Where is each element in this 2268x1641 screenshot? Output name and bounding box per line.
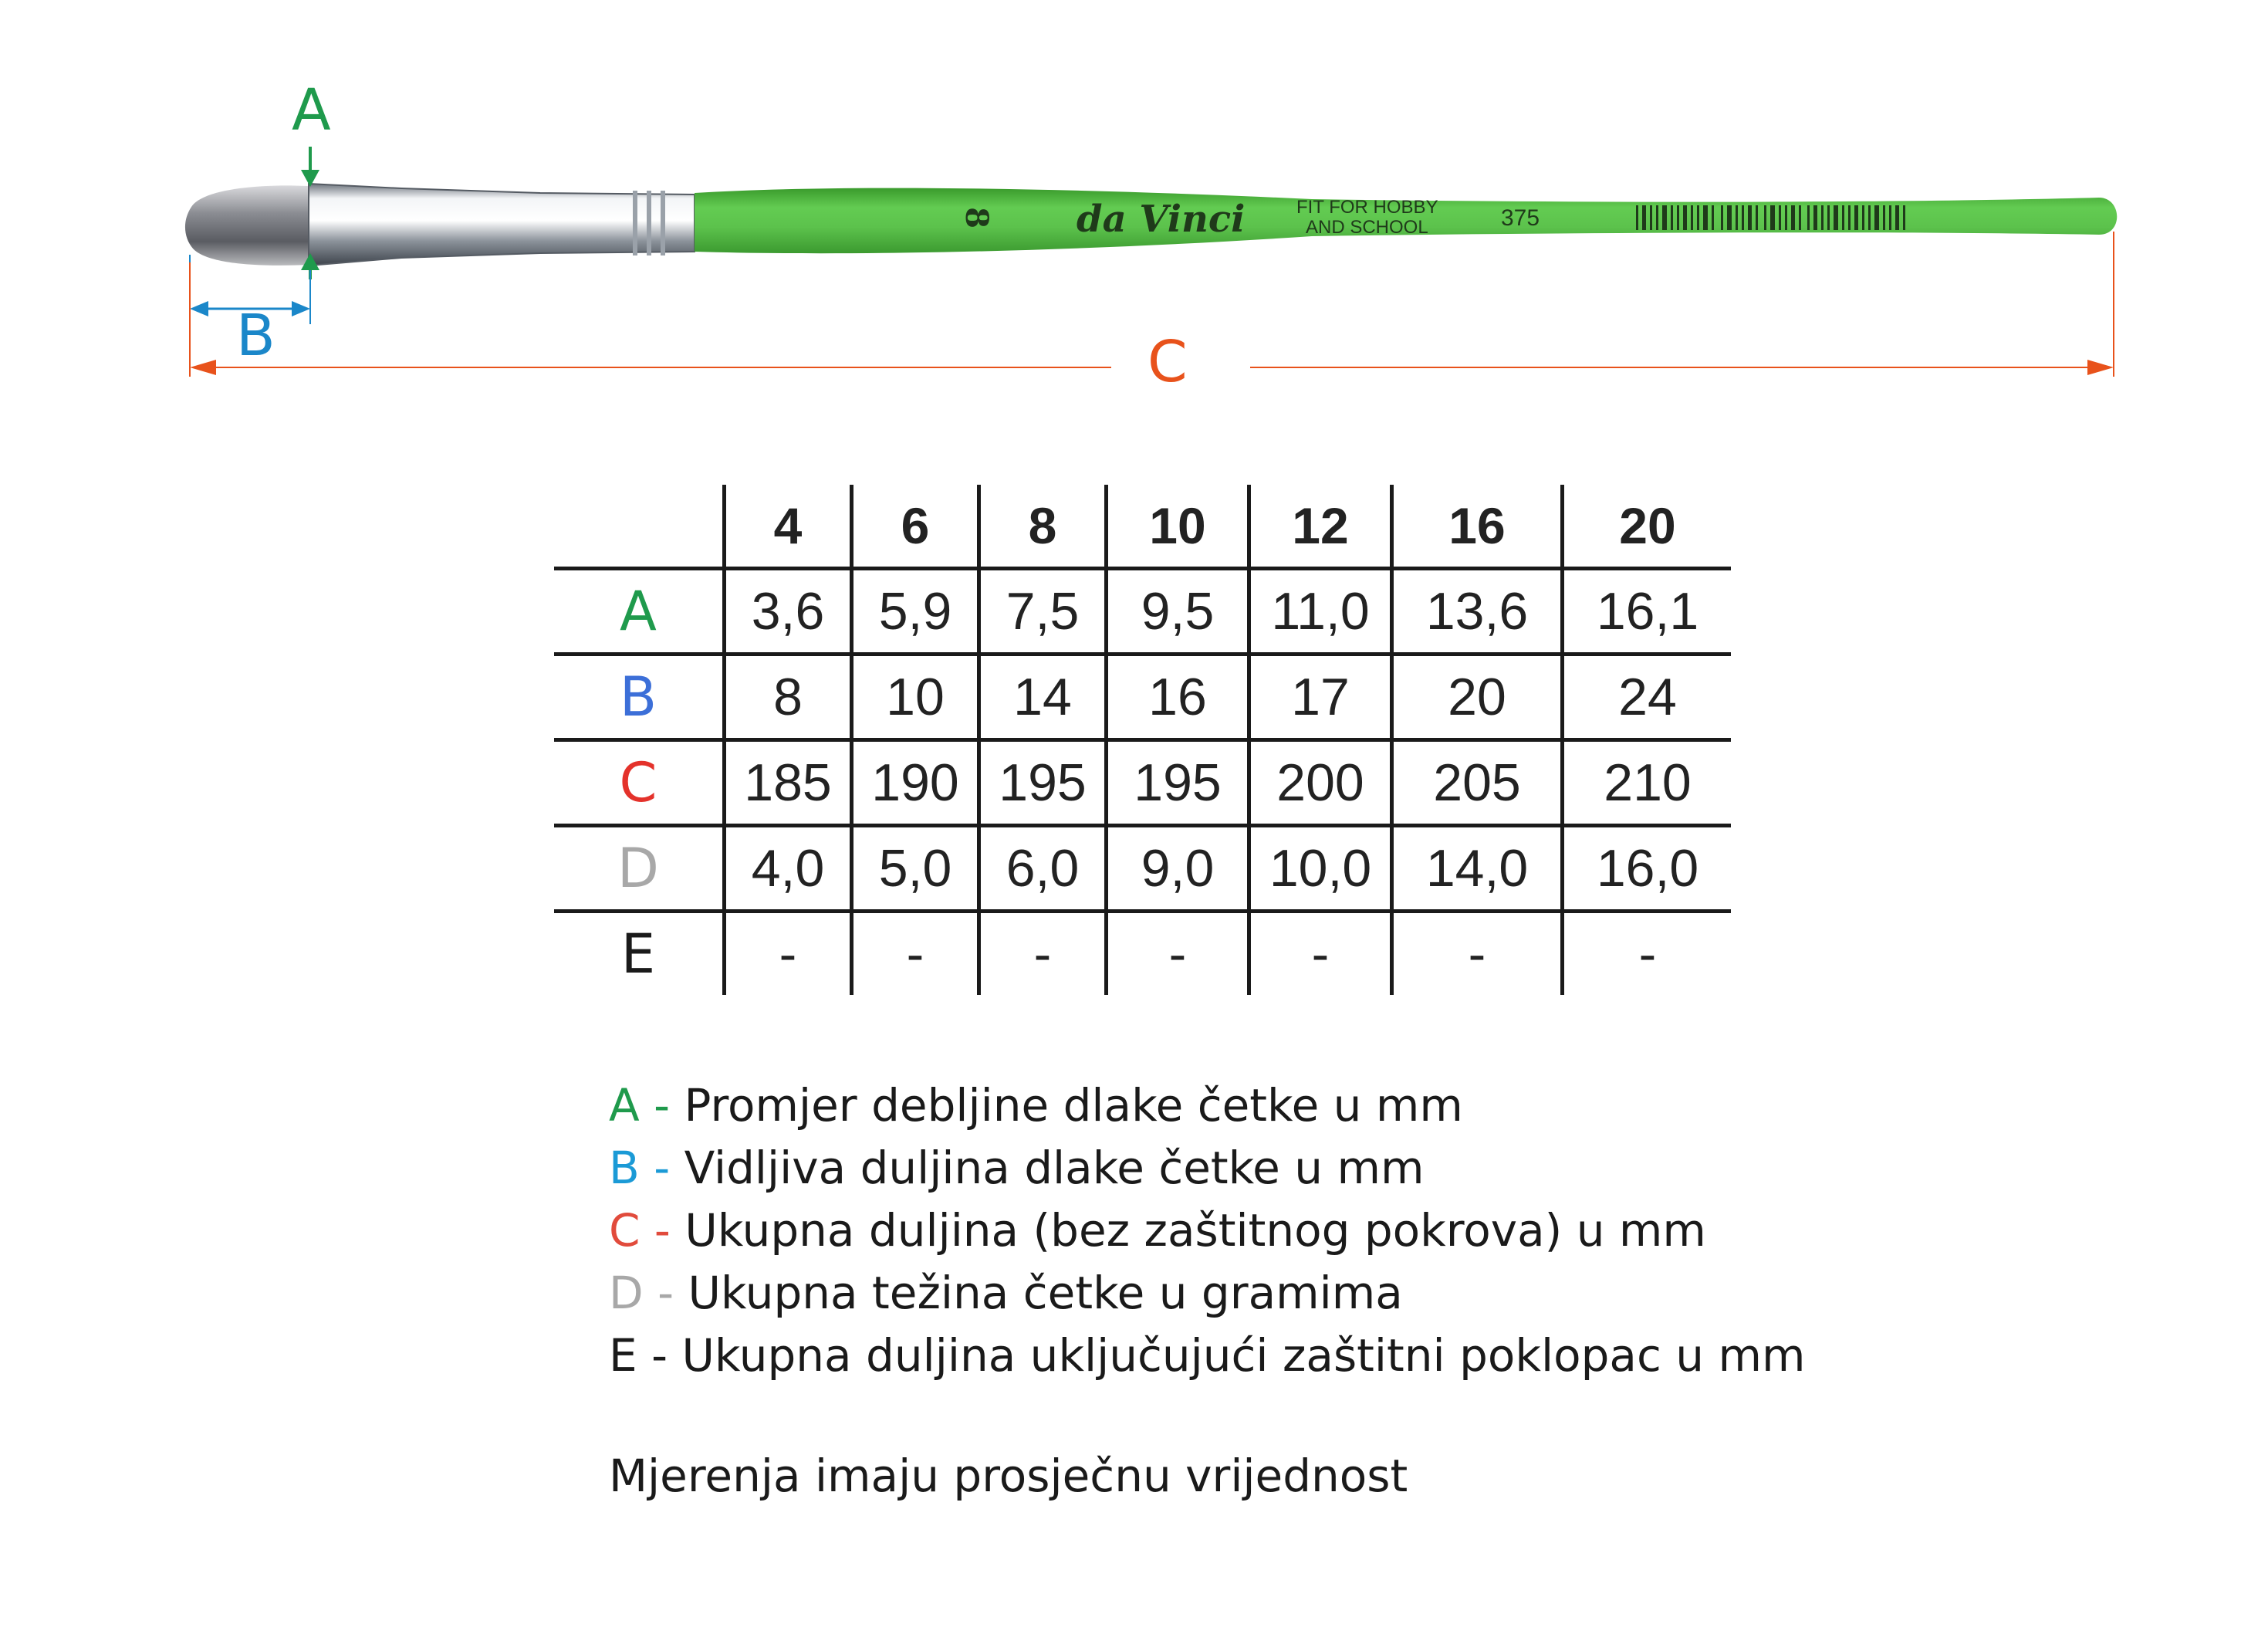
legend-text-d: Ukupna težina četke u gramima bbox=[688, 1267, 1403, 1319]
size-specification-table bbox=[554, 485, 1731, 995]
table-cell: 190 bbox=[852, 740, 979, 826]
legend-item-d bbox=[609, 1262, 1805, 1325]
size-header: 20 bbox=[1563, 485, 1732, 569]
table-cell: - bbox=[1107, 912, 1249, 996]
table-cell: 210 bbox=[1563, 740, 1732, 826]
table-cell: 14,0 bbox=[1392, 826, 1563, 912]
row-label-b: B bbox=[619, 665, 657, 729]
table-corner bbox=[554, 485, 725, 569]
crimp-ring bbox=[647, 191, 651, 255]
table-cell: 9,5 bbox=[1107, 569, 1249, 655]
size-header: 8 bbox=[979, 485, 1107, 569]
brush-tagline-1: FIT FOR HOBBY bbox=[1296, 197, 1438, 218]
table-cell: 5,9 bbox=[852, 569, 979, 655]
table-cell: - bbox=[1563, 912, 1732, 996]
table-cell: 185 bbox=[725, 740, 852, 826]
table-cell: 16,0 bbox=[1563, 826, 1732, 912]
bristles bbox=[185, 185, 309, 265]
dimension-a-label: A bbox=[292, 77, 331, 144]
legend bbox=[609, 1074, 1805, 1387]
row-label-a: A bbox=[620, 580, 657, 643]
dimension-c-label: C bbox=[1148, 329, 1188, 395]
table-cell: 17 bbox=[1249, 655, 1392, 740]
brush-diagram bbox=[0, 0, 2268, 432]
table-cell: - bbox=[1249, 912, 1392, 996]
size-header: 10 bbox=[1107, 485, 1249, 569]
table-cell: 10,0 bbox=[1249, 826, 1392, 912]
legend-key-d: D - bbox=[609, 1267, 674, 1319]
crimp-ring bbox=[661, 191, 665, 255]
legend-key-e: E - bbox=[609, 1329, 668, 1382]
table-cell: 200 bbox=[1249, 740, 1392, 826]
table-row-a bbox=[554, 569, 1731, 655]
table-cell: 24 bbox=[1563, 655, 1732, 740]
measurement-note: Mjerenja imaju prosječnu vrijednost bbox=[609, 1450, 1408, 1502]
table-cell: 3,6 bbox=[725, 569, 852, 655]
table-cell: 8 bbox=[725, 655, 852, 740]
table-cell: 16 bbox=[1107, 655, 1249, 740]
brush-series-number: 375 bbox=[1501, 205, 1540, 231]
table-cell: 195 bbox=[979, 740, 1107, 826]
table-cell: 5,0 bbox=[852, 826, 979, 912]
dimension-b-label: B bbox=[236, 303, 275, 369]
table-cell: 4,0 bbox=[725, 826, 852, 912]
legend-text-e: Ukupna duljina uključujući zaštitni poklopac u mm bbox=[681, 1329, 1806, 1382]
table-cell: 205 bbox=[1392, 740, 1563, 826]
table-row-c bbox=[554, 740, 1731, 826]
brand-logo: da Vinci bbox=[1077, 198, 1246, 241]
table-cell: 14 bbox=[979, 655, 1107, 740]
row-label-c: C bbox=[619, 751, 657, 814]
legend-item-c bbox=[609, 1199, 1805, 1262]
brush-tagline-2: AND SCHOOL bbox=[1306, 217, 1428, 238]
legend-item-e bbox=[609, 1325, 1805, 1387]
table-cell: - bbox=[979, 912, 1107, 996]
table-cell: 10 bbox=[852, 655, 979, 740]
legend-key-b: B - bbox=[609, 1142, 671, 1194]
table-cell: - bbox=[852, 912, 979, 996]
table-header-row bbox=[554, 485, 1731, 569]
size-header: 6 bbox=[852, 485, 979, 569]
legend-item-b bbox=[609, 1137, 1805, 1199]
table-cell: 16,1 bbox=[1563, 569, 1732, 655]
table-row-e bbox=[554, 912, 1731, 996]
table-cell: - bbox=[725, 912, 852, 996]
size-header: 4 bbox=[725, 485, 852, 569]
table-row-b bbox=[554, 655, 1731, 740]
brush-illustration bbox=[0, 0, 2268, 432]
brush-size-mark: 8 bbox=[958, 207, 995, 228]
legend-text-a: Promjer debljine dlake četke u mm bbox=[684, 1079, 1463, 1132]
legend-key-c: C - bbox=[609, 1204, 671, 1257]
table-cell: 7,5 bbox=[979, 569, 1107, 655]
legend-key-a: A - bbox=[609, 1079, 671, 1132]
table-cell: 11,0 bbox=[1249, 569, 1392, 655]
table-cell: 20 bbox=[1392, 655, 1563, 740]
legend-text-b: Vidljiva duljina dlake četke u mm bbox=[684, 1142, 1425, 1194]
legend-text-c: Ukupna duljina (bez zaštitnog pokrova) u mm bbox=[684, 1204, 1706, 1257]
table-cell: - bbox=[1392, 912, 1563, 996]
table-cell: 6,0 bbox=[979, 826, 1107, 912]
table-cell: 9,0 bbox=[1107, 826, 1249, 912]
size-header: 16 bbox=[1392, 485, 1563, 569]
row-label-d: D bbox=[617, 837, 659, 900]
row-label-e: E bbox=[620, 922, 656, 986]
table-cell: 195 bbox=[1107, 740, 1249, 826]
table-row-d bbox=[554, 826, 1731, 912]
legend-item-a bbox=[609, 1074, 1805, 1137]
size-header: 12 bbox=[1249, 485, 1392, 569]
table-cell: 13,6 bbox=[1392, 569, 1563, 655]
crimp-ring bbox=[633, 191, 637, 255]
